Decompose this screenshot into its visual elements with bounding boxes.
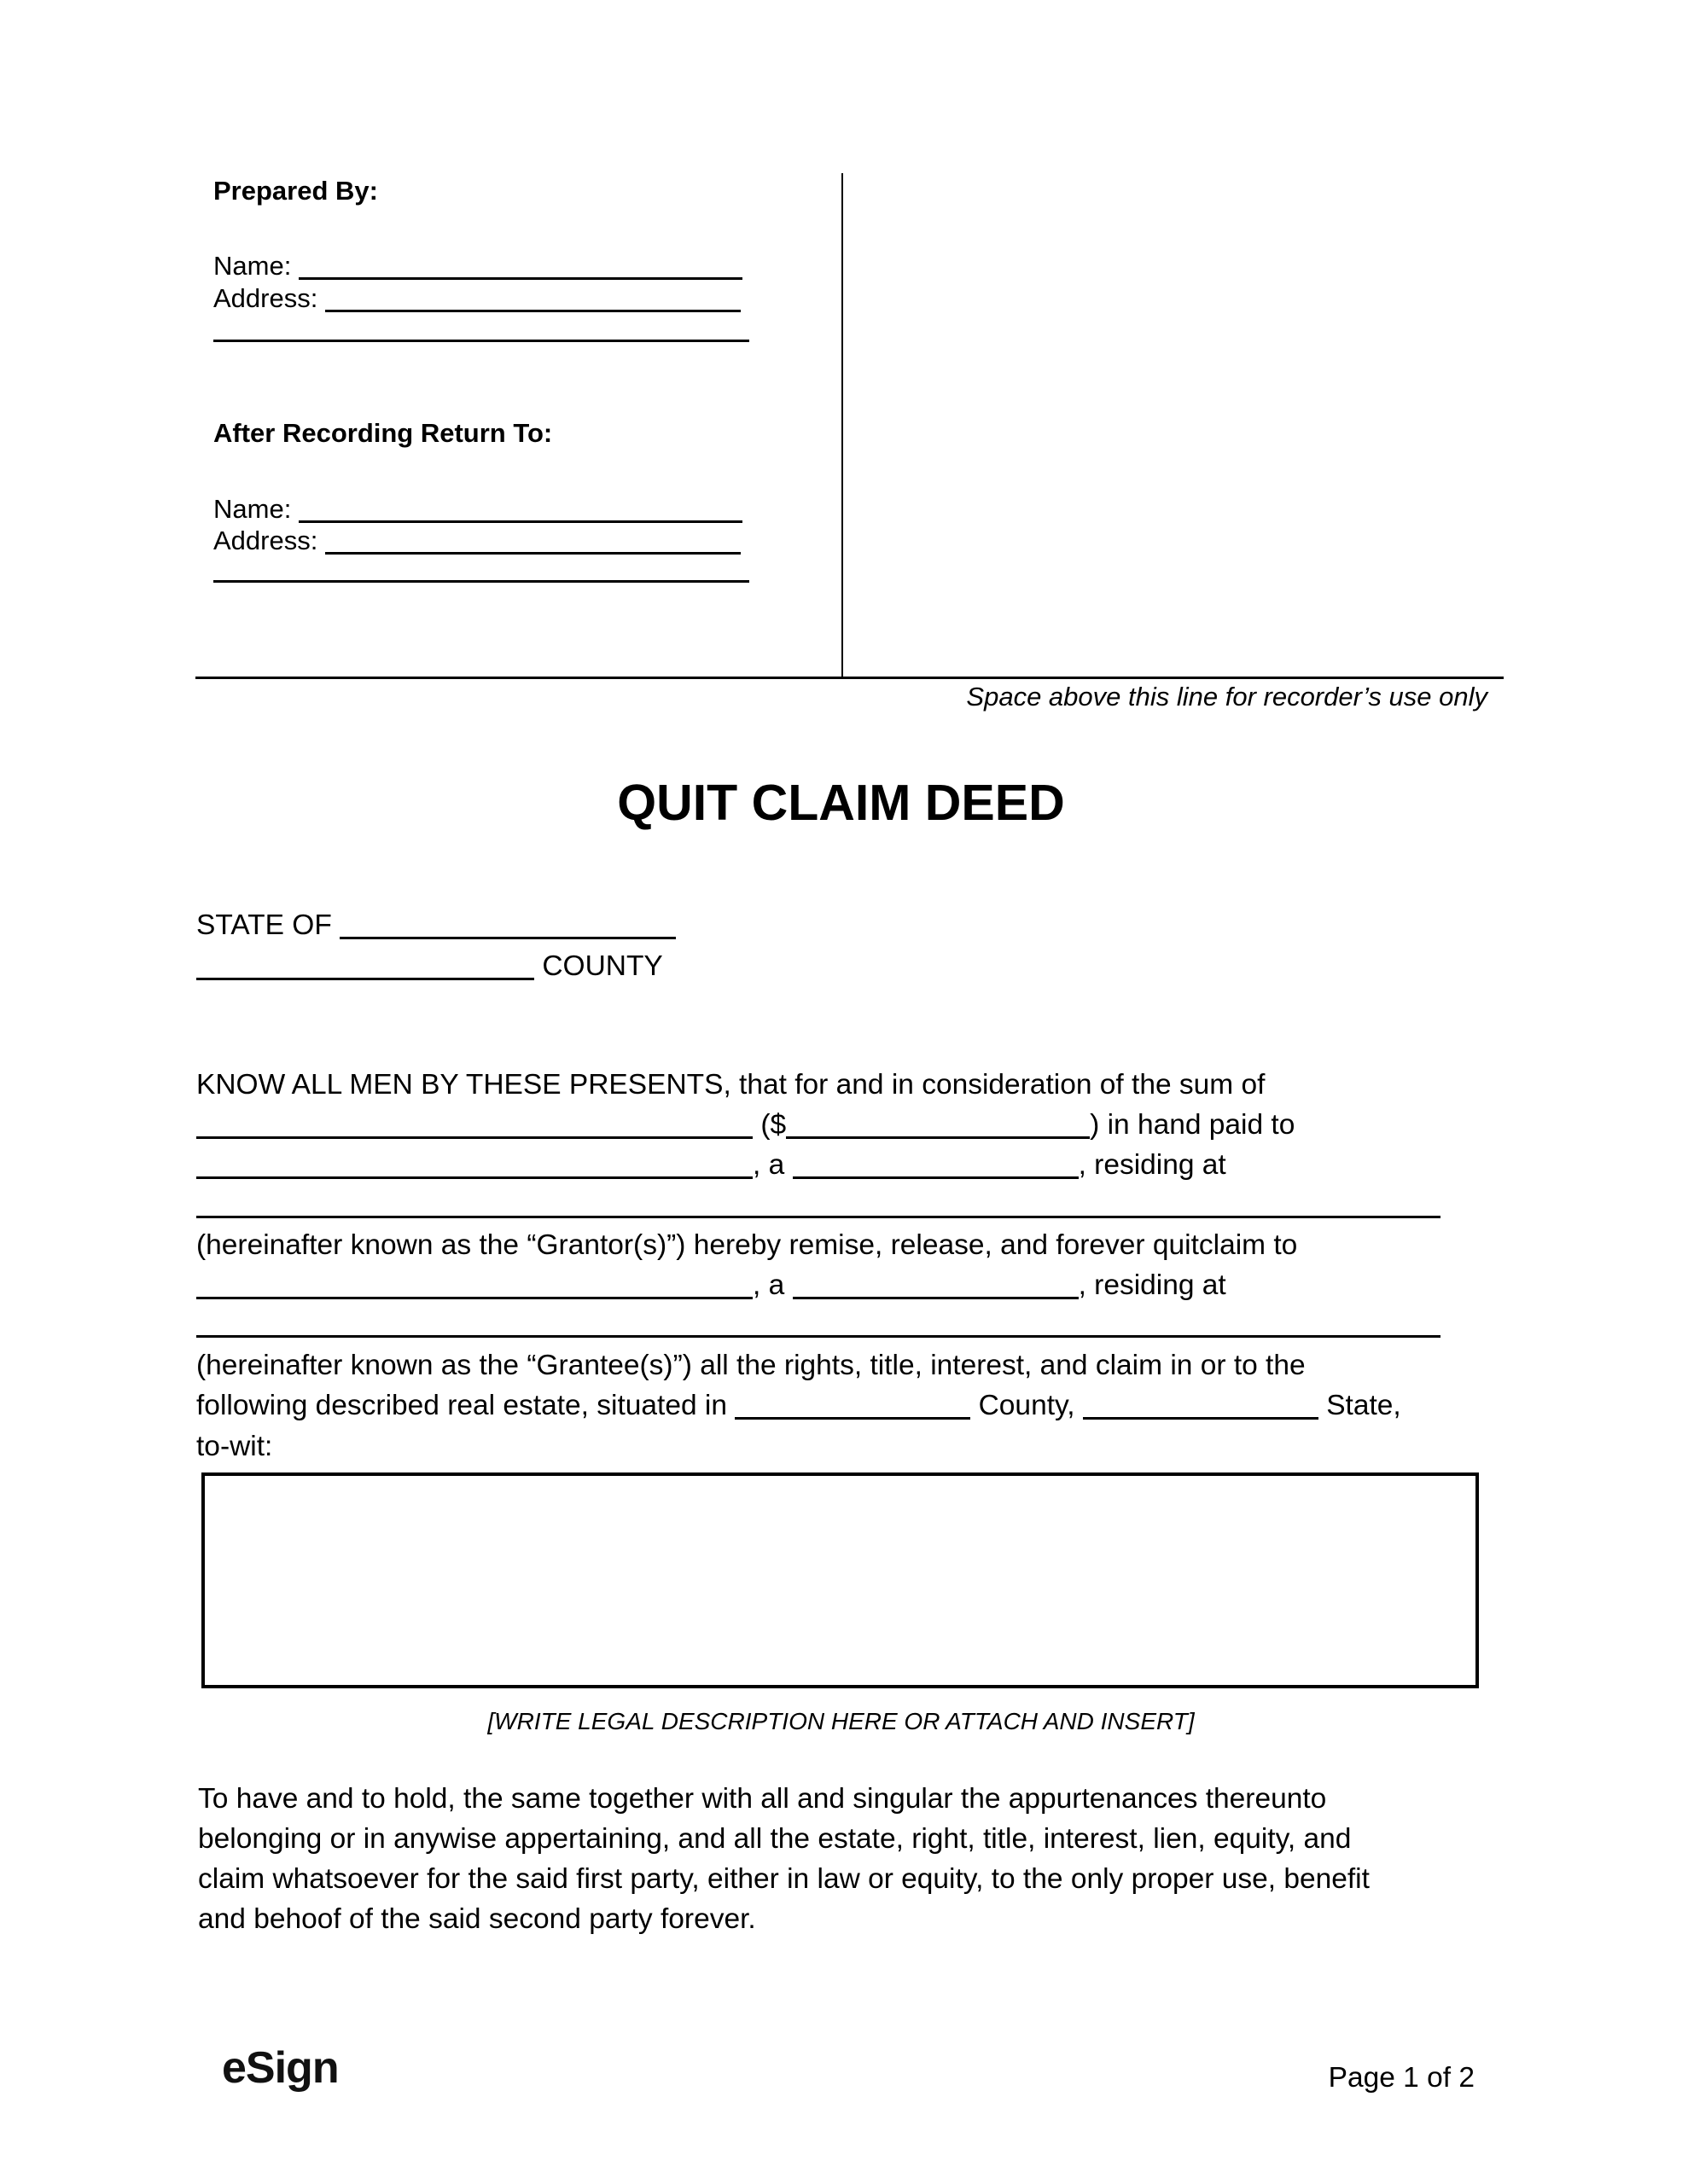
body-line-2 bbox=[196, 1111, 1295, 1140]
residing-text: , residing at bbox=[1078, 1149, 1226, 1181]
return-to-address-row bbox=[213, 527, 741, 555]
situated-text: following described real estate, situated in bbox=[196, 1390, 727, 1421]
legal-description-caption: [WRITE LEGAL DESCRIPTION HERE OR ATTACH AND INSERT] bbox=[487, 1708, 1195, 1734]
a-text: , a bbox=[753, 1269, 785, 1301]
property-state-field[interactable] bbox=[1083, 1393, 1318, 1420]
residing-text: , residing at bbox=[1078, 1269, 1226, 1301]
habendum-line: To have and to hold, the same together with all and singular the appurtenances thereunto bbox=[198, 1783, 1327, 1815]
grantee-type-field[interactable] bbox=[793, 1273, 1079, 1299]
amount-close-text: ) in hand paid to bbox=[1090, 1109, 1295, 1141]
habendum-line: and behoof of the said second party forever. bbox=[198, 1903, 756, 1935]
prepared-by-address-row bbox=[213, 285, 741, 312]
grantor-address-field[interactable] bbox=[196, 1192, 1440, 1218]
state-text: State, bbox=[1326, 1390, 1401, 1421]
prepared-by-address-label: Address: bbox=[213, 283, 318, 313]
county-text: County, bbox=[978, 1390, 1075, 1421]
vertical-divider bbox=[841, 173, 843, 678]
return-to-name-label: Name: bbox=[213, 494, 292, 524]
grantee-clause: (hereinafter known as the “Grantee(s)”) all the rights, title, interest, and claim in or to the bbox=[196, 1350, 1306, 1381]
document-title: QUIT CLAIM DEED bbox=[617, 775, 1065, 831]
amount-words-field[interactable] bbox=[196, 1112, 753, 1139]
amount-open-text: ($ bbox=[760, 1109, 787, 1141]
esign-logo: eSign bbox=[222, 2043, 339, 2093]
habendum-paragraph bbox=[198, 1779, 1495, 1939]
habendum-line: belonging or in anywise appertaining, and all the estate, right, title, interest, lien, equity, and bbox=[198, 1823, 1352, 1855]
prepared-by-name-label: Name: bbox=[213, 251, 292, 281]
grantee-address-field[interactable] bbox=[196, 1311, 1440, 1338]
grantor-name-field[interactable] bbox=[196, 1153, 753, 1179]
property-county-field[interactable] bbox=[735, 1393, 970, 1420]
body-line-grantee bbox=[196, 1271, 1226, 1300]
state-field[interactable] bbox=[340, 913, 676, 939]
prepared-by-name-field[interactable] bbox=[299, 253, 742, 280]
state-row bbox=[196, 911, 676, 940]
return-to-address-line2-field[interactable] bbox=[213, 556, 749, 583]
grantor-type-field[interactable] bbox=[793, 1153, 1079, 1179]
return-to-heading: After Recording Return To: bbox=[213, 418, 553, 448]
prepared-by-heading: Prepared By: bbox=[213, 176, 378, 206]
amount-number-field[interactable] bbox=[786, 1112, 1090, 1139]
legal-description-box[interactable] bbox=[201, 1472, 1479, 1688]
return-to-address-label: Address: bbox=[213, 526, 318, 555]
page-number: Page 1 of 2 bbox=[1328, 2062, 1475, 2094]
state-label: STATE OF bbox=[196, 909, 332, 941]
return-to-name-row bbox=[213, 496, 742, 523]
recorder-note: Space above this line for recorder’s use only bbox=[966, 682, 1487, 712]
to-wit: to-wit: bbox=[196, 1431, 273, 1462]
county-label: COUNTY bbox=[542, 950, 663, 982]
county-field[interactable] bbox=[196, 954, 534, 980]
body-line-3 bbox=[196, 1151, 1226, 1180]
situated-row bbox=[196, 1391, 1401, 1420]
prepared-by-name-row bbox=[213, 253, 742, 280]
habendum-line: claim whatsoever for the said first party, either in law or equity, to the only proper use, benefit bbox=[198, 1863, 1370, 1895]
grantor-clause: (hereinafter known as the “Grantor(s)”) hereby remise, release, and forever quitclaim to bbox=[196, 1229, 1298, 1261]
recorder-line bbox=[195, 677, 1504, 679]
county-row bbox=[196, 952, 663, 981]
return-to-name-field[interactable] bbox=[299, 497, 742, 523]
grantee-name-field[interactable] bbox=[196, 1273, 753, 1299]
prepared-by-address-line2-field[interactable] bbox=[213, 316, 749, 342]
body-line-1: KNOW ALL MEN BY THESE PRESENTS, that for and in consideration of the sum of bbox=[196, 1069, 1266, 1101]
prepared-by-address-field[interactable] bbox=[325, 286, 741, 312]
return-to-address-field[interactable] bbox=[325, 528, 741, 555]
a-text: , a bbox=[753, 1149, 785, 1181]
